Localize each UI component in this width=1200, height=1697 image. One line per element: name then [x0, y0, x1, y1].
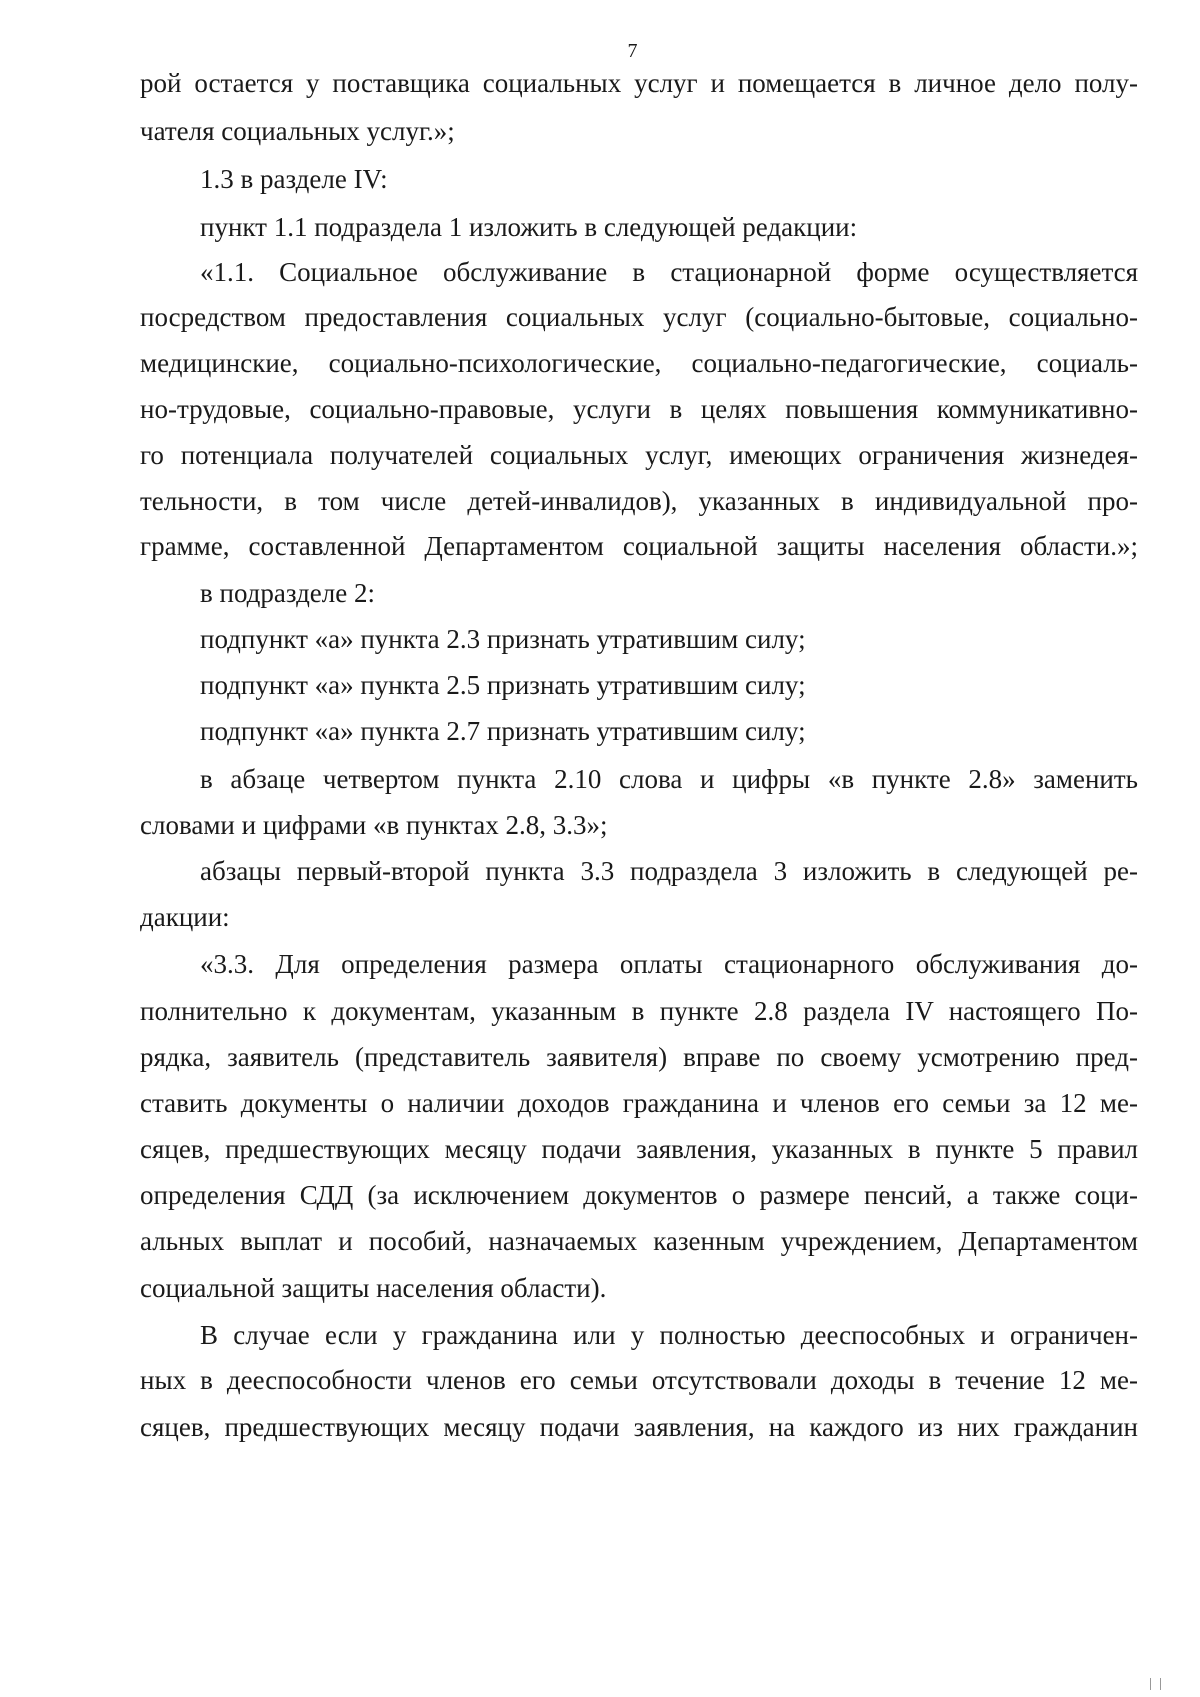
- text-line: определения СДД (за исключением документов о размере пенсий, а также соци-: [140, 1180, 1138, 1210]
- text-line: «1.1. Социальное обслуживание в стационарной форме осуществляется: [200, 257, 1138, 287]
- scan-mark: [1160, 1678, 1161, 1690]
- text-line: альных выплат и пособий, назначаемых казенным учреждением, Департаментом: [140, 1226, 1138, 1256]
- text-line: чателя социальных услуг.»;: [140, 116, 455, 146]
- text-line: ных в дееспособности членов его семьи отсутствовали доходы в течение 12 ме-: [140, 1365, 1138, 1395]
- text-line: социальной защиты населения области).: [140, 1273, 607, 1303]
- text-line: рядка, заявитель (представитель заявителя) вправе по своему усмотрению пред-: [140, 1042, 1138, 1072]
- text-line: ставить документы о наличии доходов гражданина и членов его семьи за 12 ме-: [140, 1088, 1138, 1118]
- text-line: сяцев, предшествующих месяцу подачи заявления, указанных в пункте 5 правил: [140, 1134, 1138, 1164]
- text-line: В случае если у гражданина или у полностью дееспособных и ограничен-: [200, 1320, 1138, 1350]
- page-number: 7: [627, 40, 638, 62]
- text-line: полнительно к документам, указанным в пункте 2.8 раздела IV настоящего По-: [140, 996, 1138, 1026]
- text-line: подпункт «а» пункта 2.3 признать утратившим силу;: [200, 624, 806, 654]
- text-line: медицинские, социально-психологические, социально-педагогические, социаль-: [140, 348, 1138, 378]
- text-line: «3.3. Для определения размера оплаты стационарного обслуживания до-: [200, 949, 1138, 979]
- text-line: подпункт «а» пункта 2.7 признать утратившим силу;: [200, 716, 806, 746]
- text-line: рой остается у поставщика социальных услуг и помещается в личное дело полу-: [140, 68, 1138, 98]
- text-line: словами и цифрами «в пунктах 2.8, 3.3»;: [140, 810, 608, 840]
- text-line: 1.3 в разделе IV:: [200, 164, 388, 194]
- text-line: в абзаце четвертом пункта 2.10 слова и цифры «в пункте 2.8» заменить: [200, 764, 1138, 794]
- text-line: тельности, в том числе детей-инвалидов), указанных в индивидуальной про-: [140, 486, 1138, 516]
- text-line: подпункт «а» пункта 2.5 признать утратившим силу;: [200, 670, 806, 700]
- text-line: посредством предоставления социальных услуг (социально-бытовые, социально-: [140, 302, 1138, 332]
- text-line: сяцев, предшествующих месяцу подачи заявления, на каждого из них гражданин: [140, 1412, 1138, 1442]
- text-line: но-трудовые, социально-правовые, услуги в целях повышения коммуникативно-: [140, 394, 1138, 424]
- text-line: дакции:: [140, 902, 230, 932]
- text-line: го потенциала получателей социальных услуг, имеющих ограничения жизнедея-: [140, 440, 1138, 470]
- scan-mark: [1150, 1678, 1151, 1690]
- text-line: грамме, составленной Департаментом социальной защиты населения области.»;: [140, 531, 1138, 561]
- text-line: в подразделе 2:: [200, 578, 375, 608]
- text-line: абзацы первый-второй пункта 3.3 подраздела 3 изложить в следующей ре-: [200, 856, 1138, 886]
- text-line: пункт 1.1 подраздела 1 изложить в следующей редакции:: [200, 212, 858, 242]
